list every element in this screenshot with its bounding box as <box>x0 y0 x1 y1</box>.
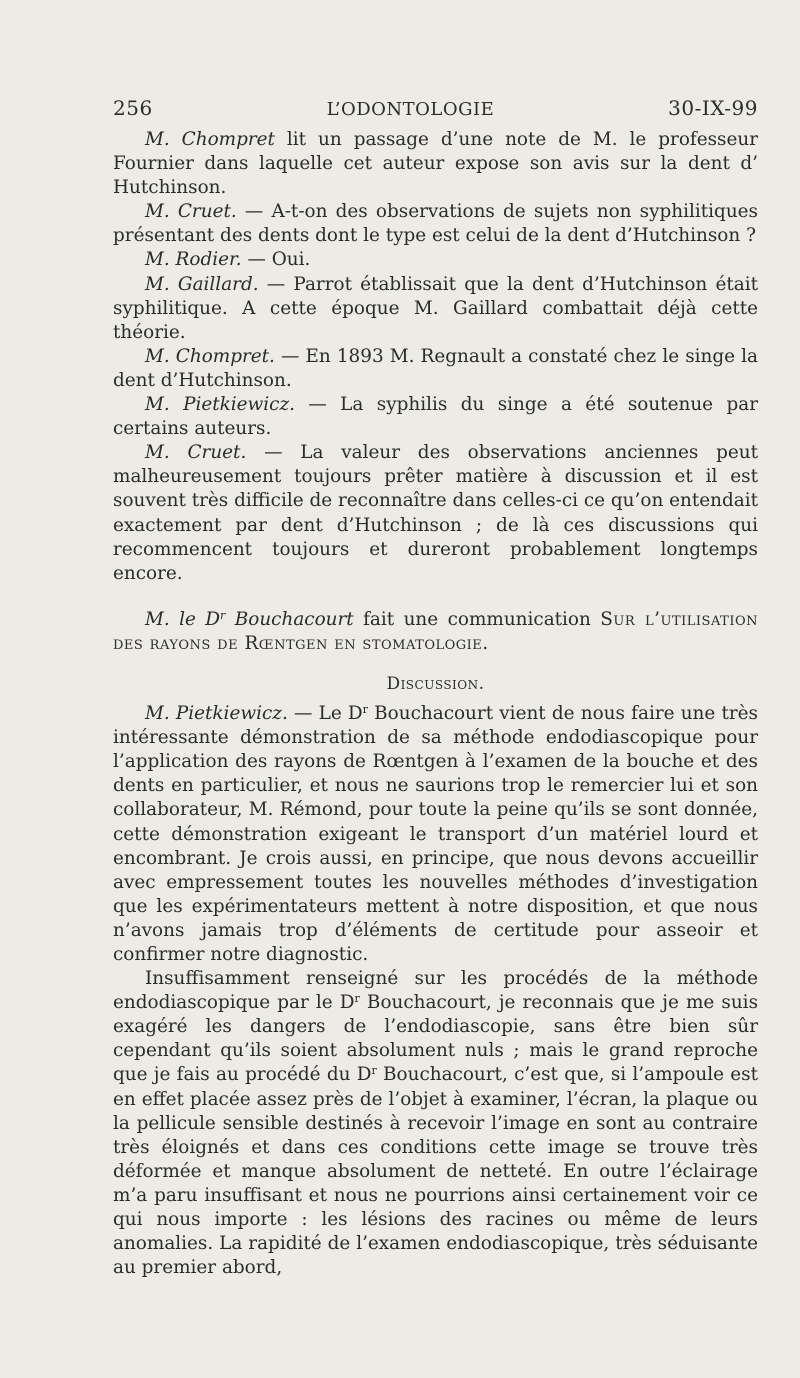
speaker: M. Cruet. <box>145 201 237 223</box>
paragraph-text: — Oui. <box>241 249 311 271</box>
paragraph <box>113 273 758 345</box>
paragraph-text: — La syphilis du singe a été soutenue par certains auteurs. <box>113 394 758 440</box>
communication-title: Sur l’utilisation des rayons de Rœntgen en stomatologie. <box>113 608 758 654</box>
speaker-name: Bouchacourt <box>225 608 354 630</box>
paragraph <box>113 128 758 200</box>
superscript: r <box>354 992 360 1006</box>
paragraph-text: — Parrot établissait que la dent d’Hutchinson était syphilitique. A cette époque M. Gaillard combattait déjà cette théorie. <box>113 273 759 343</box>
speaker: M. le D <box>145 608 221 630</box>
page-number: 256 <box>113 96 153 120</box>
speaker: M. Gaillard. <box>145 273 259 295</box>
communication-paragraph <box>113 608 758 656</box>
paragraph-text: Bouchacourt, c’est que, si l’ampoule est en effet placée assez près de l’objet à examiner, l’écran, la plaque ou la pellicule sensible destinés à recevoir l’image en sont au contraire très éloignés et dans ces conditions cette image se trouve très déformée et manque absolument de netteté. En outre l’éclairage m’a paru insuffisant et nous ne pourrions ainsi certainement voir ce qui nous importe : les lésions des racines ou même de leurs anomalies. La rapidité de l’examen endodiascopique, très séduisante au premier abord, <box>113 1064 758 1279</box>
journal-title: L’ODONTOLOGIE <box>326 99 495 120</box>
paragraph <box>113 345 758 393</box>
running-header <box>113 96 758 120</box>
paragraph-text: — La valeur des observations anciennes peut malheureusement toujours prêter matière à discussion et il est souvent très difficile de reconnaître dans celles-ci ce qu’on entendait exactement par dent d’Hutchinson ; de là ces discussions qui recommencent toujours et dureront probablement longtemps encore. <box>113 442 758 584</box>
section-heading: Discussion. <box>386 673 485 694</box>
paragraph <box>113 200 758 248</box>
paragraph-text: Bouchacourt, je reconnais que je me suis exagéré les dangers de l’endodiascopie, sans être bien sûr cependant qu’ils soient absolument nuls ; mais le grand reproche que je fais au procédé du D <box>113 992 759 1086</box>
speaker: M. Pietkiewicz. <box>145 394 295 416</box>
speaker: M. Pietkiewicz. <box>145 703 288 725</box>
paragraph <box>113 248 758 272</box>
speaker: M. Chompret <box>145 129 275 150</box>
speaker: M. Chompret. <box>145 345 275 367</box>
speaker: M. Rodier. <box>145 249 242 271</box>
paragraph-text: — A-t-on des observations de sujets non syphilitiques présentant des dents dont le type est celui de la dent d’Hutchinson ? <box>113 201 758 247</box>
book-page <box>113 96 758 1280</box>
superscript: r <box>371 1064 377 1078</box>
paragraph-text: Bouchacourt vient de nous faire une très intéressante démonstration de sa méthode endodiascopique pour l’application des rayons de Rœntgen à l’examen de la bouche et des dents en particulier, et nous ne saurions trop le remercier lui et son collaborateur, M. Rémond, pour toute la peine qu’ils se sont donnée, cette démonstration exigeant le transport d’un matériel lourd et encombrant. Je crois aussi, en principe, que nous devons accueillir avec empressement toutes les nouvelles méthodes d’investigation que les expérimentateurs mettent à notre disposition, et que nous n’avons jamais trop d’éléments de certitude pour asseoir et confirmer notre diagnostic. <box>113 703 758 965</box>
paragraph <box>113 441 758 586</box>
superscript: r <box>220 608 226 622</box>
paragraph <box>113 393 758 441</box>
issue-date: 30-IX-99 <box>668 96 758 120</box>
paragraph <box>113 967 758 1280</box>
speaker: M. Cruet. <box>145 442 247 464</box>
paragraph-text: Insuffisamment renseigné sur les procédés de la méthode endodiascopique par le D <box>113 968 758 1014</box>
paragraph-text: — En 1893 M. Regnault a constaté chez le singe la dent d’Hutchinson. <box>113 345 758 391</box>
paragraph-text: lit un passage d’une note de M. le professeur Fournier dans laquelle cet auteur expose son avis sur la dent d’ Hutchinson. <box>113 129 758 199</box>
paragraph <box>113 702 758 967</box>
paragraph-text: — Le D <box>287 703 363 725</box>
superscript: r <box>362 703 368 717</box>
paragraph-text: fait une communication <box>353 608 601 630</box>
